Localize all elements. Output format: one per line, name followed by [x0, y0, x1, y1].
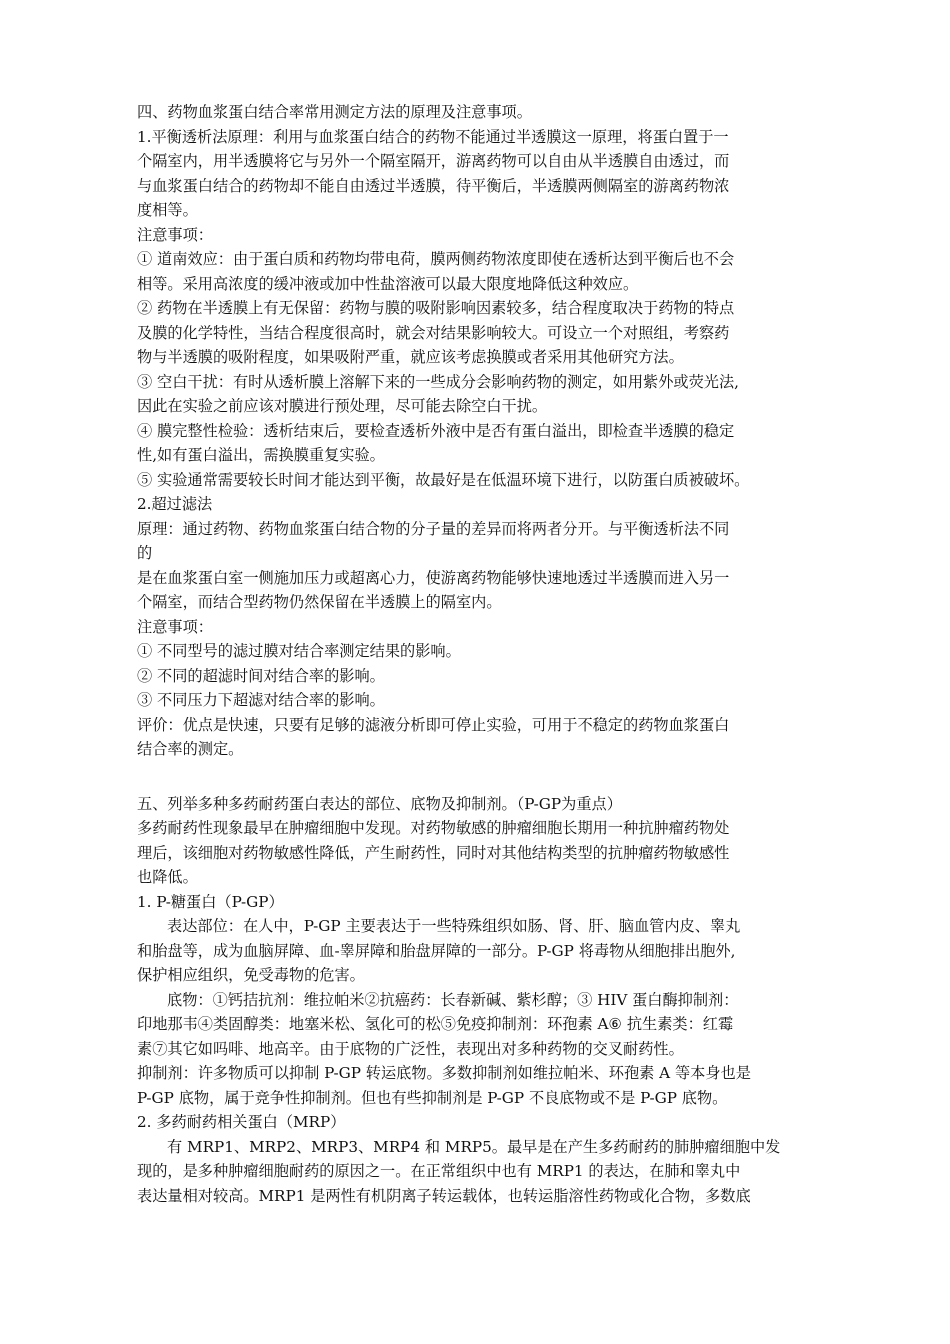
note-line: ③ 空白干扰：有时从透析膜上溶解下来的一些成分会影响药物的测定，如用紫外或荧光法,	[137, 372, 739, 391]
paragraph-line: 与血浆蛋白结合的药物却不能自由透过半透膜，待平衡后，半透膜两侧隔室的游离药物浓	[137, 176, 730, 195]
paragraph-line: 表达量相对较高。MRP1 是两性有机阴离子转运载体，也转运脂溶性药物或化合物，多数底	[137, 1186, 751, 1205]
paragraph-line: 现的，是多种肿瘤细胞耐药的原因之一。在正常组织中也有 MRP1 的表达，在肺和睾丸中	[137, 1162, 741, 1180]
section-spacer	[137, 762, 827, 792]
paragraph-line: 保护相应组织，免受毒物的危害。	[137, 966, 365, 984]
paragraph-line: 个隔室内，用半透膜将它与另外一个隔室隔开，游离药物可以自由从半透膜自由透过，而	[137, 152, 730, 170]
paragraph-line: P-GP 底物，属于竞争性抑制剂。但也有些抑制剂是 P-GP 不良底物或不是 P-GP 底物。	[137, 1088, 728, 1107]
ultrafiltration-title: 2.超过滤法	[137, 495, 213, 513]
note-line: ③ 不同压力下超滤对结合率的影响。	[137, 691, 385, 709]
mrp-title: 2. 多药耐药相关蛋白（MRP）	[137, 1113, 346, 1131]
note-line: ⑤ 实验通常需要较长时间才能达到平衡，故最好是在低温环境下进行，以防蛋白质被破坏。	[137, 470, 750, 489]
note-line: ② 药物在半透膜上有无保留：药物与膜的吸附影响因素较多，结合程度取决于药物的特点	[137, 299, 735, 317]
paragraph-line: 1.平衡透析法原理：利用与血浆蛋白结合的药物不能通过半透膜这一原理，将蛋白置于一	[137, 127, 729, 146]
note-line: 物与半透膜的吸附程度，如果吸附严重，就应该考虑换膜或者采用其他研究方法。	[137, 348, 684, 366]
paragraph-line: 是在血浆蛋白室一侧施加压力或超离心力，使游离药物能够快速地透过半透膜而进入另一	[137, 568, 730, 587]
paragraph-line: 表达部位：在人中，P-GP 主要表达于一些特殊组织如肠、肾、肝、脑血管内皮、睾丸	[167, 917, 741, 935]
paragraph-line: 的	[137, 544, 153, 562]
pgp-title: 1. P-糖蛋白（P-GP）	[137, 892, 284, 911]
note-line: 相等。采用高浓度的缓冲液或加中性盐溶液可以最大限度地降低这种效应。	[137, 274, 639, 293]
notes-label: 注意事项：	[137, 225, 213, 244]
evaluation-line: 结合率的测定。	[137, 740, 244, 758]
note-line: ② 不同的超滤时间对结合率的影响。	[137, 666, 385, 685]
paragraph-line: 度相等。	[137, 201, 198, 219]
note-line: 性,如有蛋白溢出，需换膜重复实验。	[137, 446, 385, 464]
paragraph-line: 抑制剂：许多物质可以抑制 P-GP 转运底物。多数抑制剂如维拉帕米、环孢素 A 等本身也是	[137, 1064, 751, 1082]
paragraph-line: 素⑦其它如吗啡、地高辛。由于底物的广泛性，表现出对多种药物的交叉耐药性。	[137, 1039, 684, 1058]
paragraph-line: 和胎盘等，成为血脑屏障、血-睾屏障和胎盘屏障的一部分。P-GP 将毒物从细胞排出胞外,	[137, 941, 736, 960]
section-5-title: 五、列举多种多药耐药蛋白表达的部位、底物及抑制剂。（P-GP为重点）	[137, 794, 622, 813]
paragraph-line: 原理：通过药物、药物血浆蛋白结合物的分子量的差异而将两者分开。与平衡透析法不同	[137, 519, 730, 538]
evaluation-line: 评价：优点是快速，只要有足够的滤液分析即可停止实验，可用于不稳定的药物血浆蛋白	[137, 715, 730, 734]
paragraph-line: 底物：①钙拮抗剂：维拉帕米②抗癌药：长春新碱、紫杉醇；③ HIV 蛋白酶抑制剂：	[167, 990, 739, 1009]
paragraph-line: 有 MRP1、MRP2、MRP3、MRP4 和 MRP5。最早是在产生多药耐药的肺肿瘤细胞中发	[167, 1137, 781, 1156]
note-line: 及膜的化学特性，当结合程度很高时，就会对结果影响较大。可设立一个对照组，考察药	[137, 323, 730, 342]
note-line: ① 道南效应：由于蛋白质和药物均带电荷，膜两侧药物浓度即使在透析达到平衡后也不会	[137, 250, 735, 268]
paragraph-line: 也降低。	[137, 868, 198, 886]
paragraph-line: 理后，该细胞对药物敏感性降低，产生耐药性，同时对其他结构类型的抗肿瘤药物敏感性	[137, 843, 730, 862]
paragraph-line: 个隔室，而结合型药物仍然保留在半透膜上的隔室内。	[137, 593, 502, 611]
note-line: ① 不同型号的滤过膜对结合率测定结果的影响。	[137, 642, 461, 660]
document-body	[137, 100, 827, 1208]
note-line: ④ 膜完整性检验：透析结束后，要检查透析外液中是否有蛋白溢出，即检查半透膜的稳定	[137, 421, 735, 440]
paragraph-line: 多药耐药性现象最早在肿瘤细胞中发现。对药物敏感的肿瘤细胞长期用一种抗肿瘤药物处	[137, 819, 730, 837]
notes-label: 注意事项：	[137, 617, 213, 636]
section-4-title: 四、药物血浆蛋白结合率常用测定方法的原理及注意事项。	[137, 103, 532, 121]
note-line: 因此在实验之前应该对膜进行预处理，尽可能去除空白干扰。	[137, 397, 548, 415]
paragraph-line: 印地那韦④类固醇类：地塞米松、氢化可的松⑤免疫抑制剂：环孢素 A⑥ 抗生素类：红霉	[137, 1015, 734, 1033]
